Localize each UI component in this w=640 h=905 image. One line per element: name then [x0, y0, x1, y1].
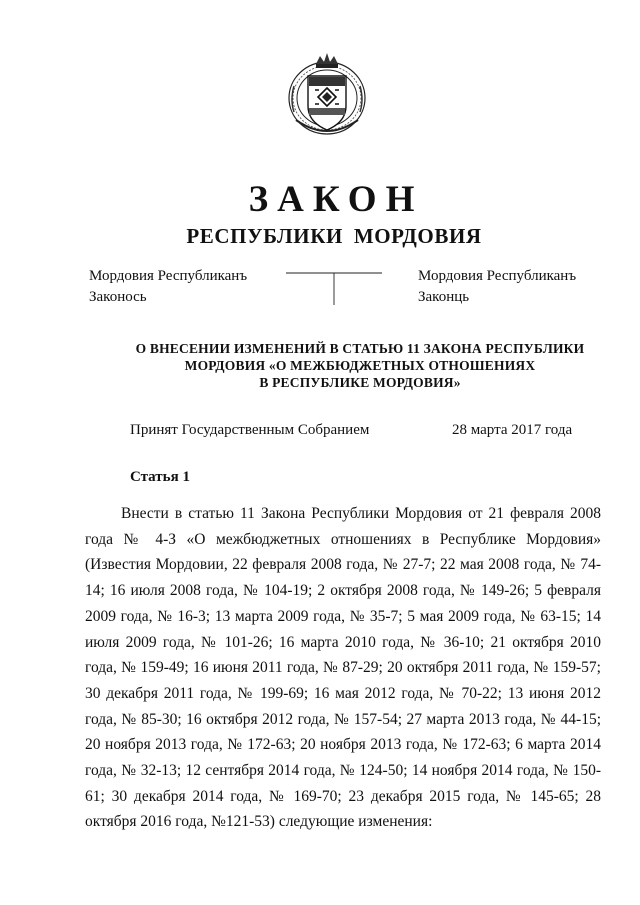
moksha-left-line-2: Законось	[89, 289, 147, 305]
moksha-right-line-1: Мордовия Республиканъ	[418, 268, 577, 284]
moksha-title-left	[89, 266, 247, 308]
adoption-date: 28 марта 2017 года	[452, 422, 573, 438]
article-heading: Статья 1	[130, 469, 190, 485]
moksha-left-line-1: Мордовия Республиканъ	[89, 268, 248, 284]
law-subtitle: РЕСПУБЛИКИ МОРДОВИЯ	[186, 224, 482, 248]
document-title-line-1: О ВНЕСЕНИИ ИЗМЕНЕНИЙ В СТАТЬЮ 11 ЗАКОНА РЕСПУБЛИКИ	[135, 341, 585, 356]
moksha-right-line-2: Законць	[418, 289, 470, 305]
adopted-by: Принят Государственным Собранием	[130, 422, 370, 438]
document-title-line-3: В РЕСПУБЛИКЕ МОРДОВИЯ»	[259, 375, 461, 390]
law-title: ЗАКОН	[248, 179, 424, 220]
document-title-line-2: МОРДОВИЯ «О МЕЖБЮДЖЕТНЫХ ОТНОШЕНИЯХ	[184, 358, 536, 373]
moksha-title-right	[418, 266, 576, 308]
coat-of-arms-icon	[286, 50, 368, 138]
header-divider	[286, 271, 382, 307]
article-body: Внести в статью 11 Закона Республики Мордовия от 21 февраля 2008 года № 4-З «О межбюджетных отношениях в Республике Мордовия» (Известия Мордовии, 22 февраля 2008 года, № 27-7; 22 мая 2008 года, № 74-14; 16 июля 2008 года, № 104-19; 2 октября 2008 года, № 149-26; 5 февраля 2009 года, № 16-3; 13 марта 2009 года, № 35-7; 5 мая 2009 года, № 63-15; 14 июля 2009 года, № 101-26; 16 марта 2010 года, № 36-10; 21 октября 2010 года, № 159-49; 16 июня 2011 года, № 87-29; 20 октября 2011 года, № 159-57; 30 декабря 2011 года, № 199-69; 16 мая 2012 года, № 70-22; 13 июня 2012 года, № 85-30; 16 октября 2012 года, № 157-54; 27 марта 2013 года, № 44-15; 20 ноября 2013 года, № 172-63; 20 ноября 2013 года, № 172-63; 6 марта 2014 года, № 32-13; 12 сентября 2014 года, № 124-50; 14 ноября 2014 года, № 150-61; 30 декабря 2014 года, № 169-70; 23 декабря 2015 года, № 145-65; 28 октября 2016 года, №121-53) следующие изменения:	[85, 505, 601, 831]
document-title	[120, 340, 600, 391]
